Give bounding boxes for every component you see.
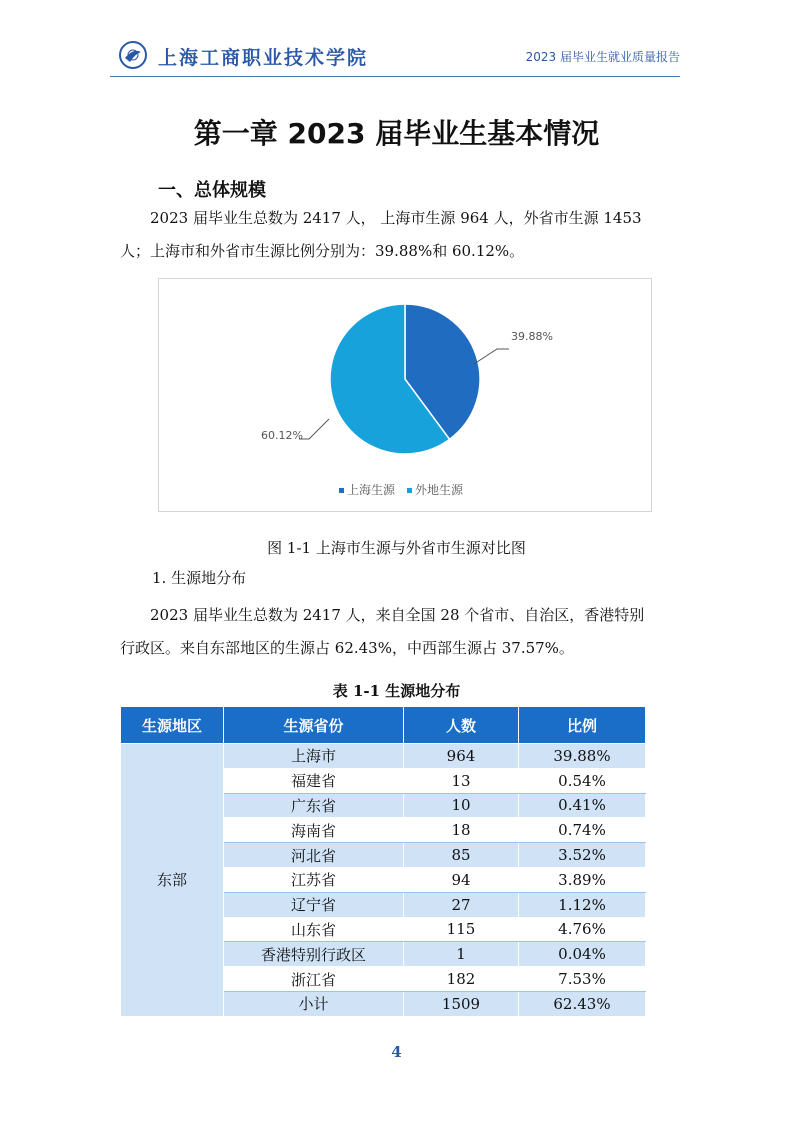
- page-number: 4: [391, 1043, 402, 1061]
- ratio-cell: 7.53%: [519, 967, 646, 992]
- legend-swatch-other: [407, 488, 412, 493]
- legend-label-other: 外地生源: [415, 483, 464, 497]
- figure-caption: 图 1-1 上海市生源与外省市生源对比图: [267, 539, 526, 557]
- count-cell: 182: [404, 967, 519, 992]
- ratio-cell: 3.52%: [519, 843, 646, 868]
- province-cell: 海南省: [224, 818, 404, 843]
- header-region: 生源地区: [121, 707, 224, 744]
- count-cell: 1: [404, 942, 519, 967]
- ratio-cell: 4.76%: [519, 917, 646, 942]
- ratio-cell: 1.12%: [519, 892, 646, 917]
- province-cell: 江苏省: [224, 867, 404, 892]
- source-distribution-table: [120, 706, 646, 1017]
- table-header-row: [121, 707, 646, 744]
- subsection-heading: 1. 生源地分布: [152, 569, 247, 587]
- ratio-cell: 3.89%: [519, 867, 646, 892]
- ratio-cell: 62.43%: [519, 991, 646, 1016]
- province-cell: 河北省: [224, 843, 404, 868]
- data-label-other: 60.12%: [261, 429, 303, 442]
- pie-chart: [158, 278, 652, 512]
- region-cell: 东部: [121, 744, 224, 1017]
- count-cell: 10: [404, 793, 519, 818]
- province-cell: 山东省: [224, 917, 404, 942]
- province-cell: 小计: [224, 991, 404, 1016]
- count-cell: 94: [404, 867, 519, 892]
- header-ratio: 比例: [519, 707, 646, 744]
- province-cell: 香港特别行政区: [224, 942, 404, 967]
- paragraph-line: 人；上海市和外省市生源比例分别为：39.88%和 60.12%。: [120, 242, 525, 260]
- province-cell: 辽宁省: [224, 892, 404, 917]
- ratio-cell: 0.04%: [519, 942, 646, 967]
- count-cell: 18: [404, 818, 519, 843]
- count-cell: 13: [404, 768, 519, 793]
- ratio-cell: 39.88%: [519, 744, 646, 769]
- count-cell: 85: [404, 843, 519, 868]
- paragraph-line: 2023 届毕业生总数为 2417 人，来自全国 28 个省市、自治区，香港特别: [150, 606, 645, 624]
- ratio-cell: 0.54%: [519, 768, 646, 793]
- count-cell: 964: [404, 744, 519, 769]
- province-cell: 上海市: [224, 744, 404, 769]
- paragraph-line: 行政区。来自东部地区的生源占 62.43%，中西部生源占 37.57%。: [120, 639, 574, 657]
- count-cell: 115: [404, 917, 519, 942]
- school-name: 上海工商职业技术学院: [158, 47, 369, 69]
- chart-legend: [339, 482, 464, 497]
- header-divider: [110, 76, 680, 77]
- page-header: [110, 38, 680, 78]
- legend-swatch-shanghai: [339, 488, 344, 493]
- school-logo-icon: [118, 40, 148, 70]
- chapter-title: 第一章 2023 届毕业生基本情况: [193, 117, 600, 150]
- pie-chart-svg: [159, 279, 651, 511]
- legend-label-shanghai: 上海生源: [347, 483, 396, 497]
- table-caption: 表 1-1 生源地分布: [332, 682, 461, 700]
- header-count: 人数: [404, 707, 519, 744]
- section-paragraph: [120, 202, 672, 268]
- leader-line-shanghai: [474, 349, 509, 364]
- ratio-cell: 0.41%: [519, 793, 646, 818]
- paragraph-line: 2023 届毕业生总数为 2417 人， 上海市生源 964 人，外省市生源 1453: [150, 209, 642, 227]
- count-cell: 1509: [404, 991, 519, 1016]
- table-row: [121, 744, 646, 769]
- section-heading: 一、总体规模: [158, 180, 266, 201]
- ratio-cell: 0.74%: [519, 818, 646, 843]
- leader-line-other: [299, 419, 329, 439]
- subsection-paragraph: [120, 599, 672, 665]
- report-title: 2023 届毕业生就业质量报告: [525, 50, 680, 64]
- count-cell: 27: [404, 892, 519, 917]
- data-label-shanghai: 39.88%: [511, 330, 553, 343]
- header-province: 生源省份: [224, 707, 404, 744]
- province-cell: 福建省: [224, 768, 404, 793]
- province-cell: 浙江省: [224, 967, 404, 992]
- province-cell: 广东省: [224, 793, 404, 818]
